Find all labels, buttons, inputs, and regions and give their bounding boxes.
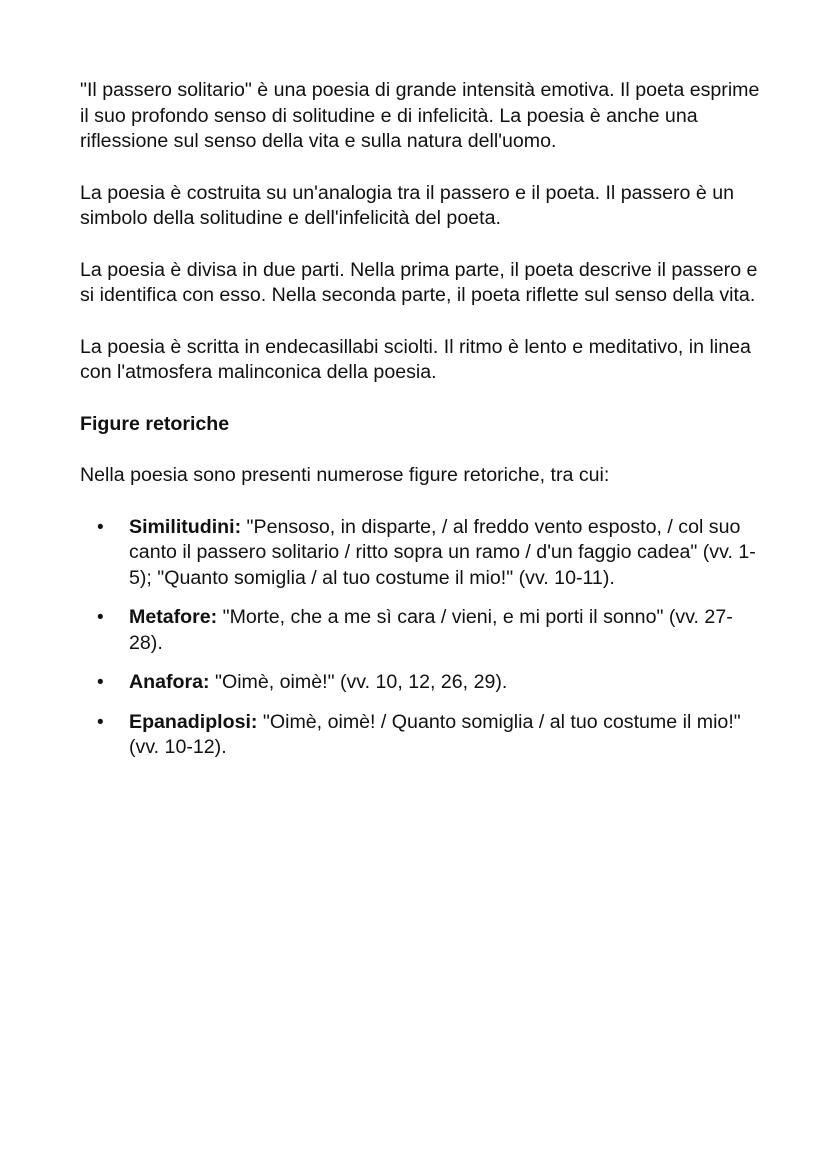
list-item-epanadiplosi [80, 710, 760, 761]
paragraph-meter: La poesia è scritta in endecasillabi sciolti. Il ritmo è lento e meditativo, in linea con l'atmosfera malinconica della poesia. [80, 335, 751, 383]
section-heading: Figure retoriche [80, 412, 230, 435]
document-page [80, 78, 760, 775]
bullet-icon: • [97, 672, 104, 693]
paragraph-structure: La poesia è divisa in due parti. Nella prima parte, il poeta descrive il passero e si identifica con esso. Nella seconda parte, il poeta riflette sul senso della vita. [80, 258, 758, 306]
paragraph-intro: "Il passero solitario" è una poesia di grande intensità emotiva. Il poeta esprime il suo profondo senso di solitudine e di infelicità. La poesia è anche una riflessione sul senso della vita e sulla natura dell'uomo. [80, 79, 760, 152]
figure-term: Anafora: [129, 671, 210, 693]
figure-term: Epanadiplosi: [129, 710, 258, 733]
figure-text: "Morte, che a me sì cara / vieni, e mi porti il sonno" (vv. 27-28). [129, 606, 733, 654]
paragraph-analogy: La poesia è costruita su un'analogia tra il passero e il poeta. Il passero è un simbolo della solitudine e dell'infelicità del poeta. [80, 181, 735, 229]
list-item-similitudini [80, 515, 760, 592]
list-item-anafora [80, 670, 760, 696]
figure-term: Metafore: [129, 606, 218, 628]
bullet-icon: • [97, 516, 104, 538]
figure-term: Similitudini: [129, 515, 242, 538]
figure-text: "Oimè, oimè!" (vv. 10, 12, 26, 29). [209, 671, 508, 693]
bullet-icon: • [97, 711, 104, 733]
figures-list [80, 515, 760, 761]
section-intro: Nella poesia sono presenti numerose figure retoriche, tra cui: [80, 464, 610, 486]
figure-text: "Pensoso, in disparte, / al freddo vento esposto, / col suo canto il passero solitario / ritto sopra un ramo / d'un faggio cadea" (vv. 1-5); "Quanto somiglia / al tuo costume il mio!" (vv. 10-11). [129, 515, 756, 589]
bullet-icon: • [97, 607, 104, 628]
list-item-metafore [80, 605, 760, 656]
figure-text: "Oimè, oimè! / Quanto somiglia / al tuo costume il mio!" (vv. 10-12). [129, 710, 741, 758]
